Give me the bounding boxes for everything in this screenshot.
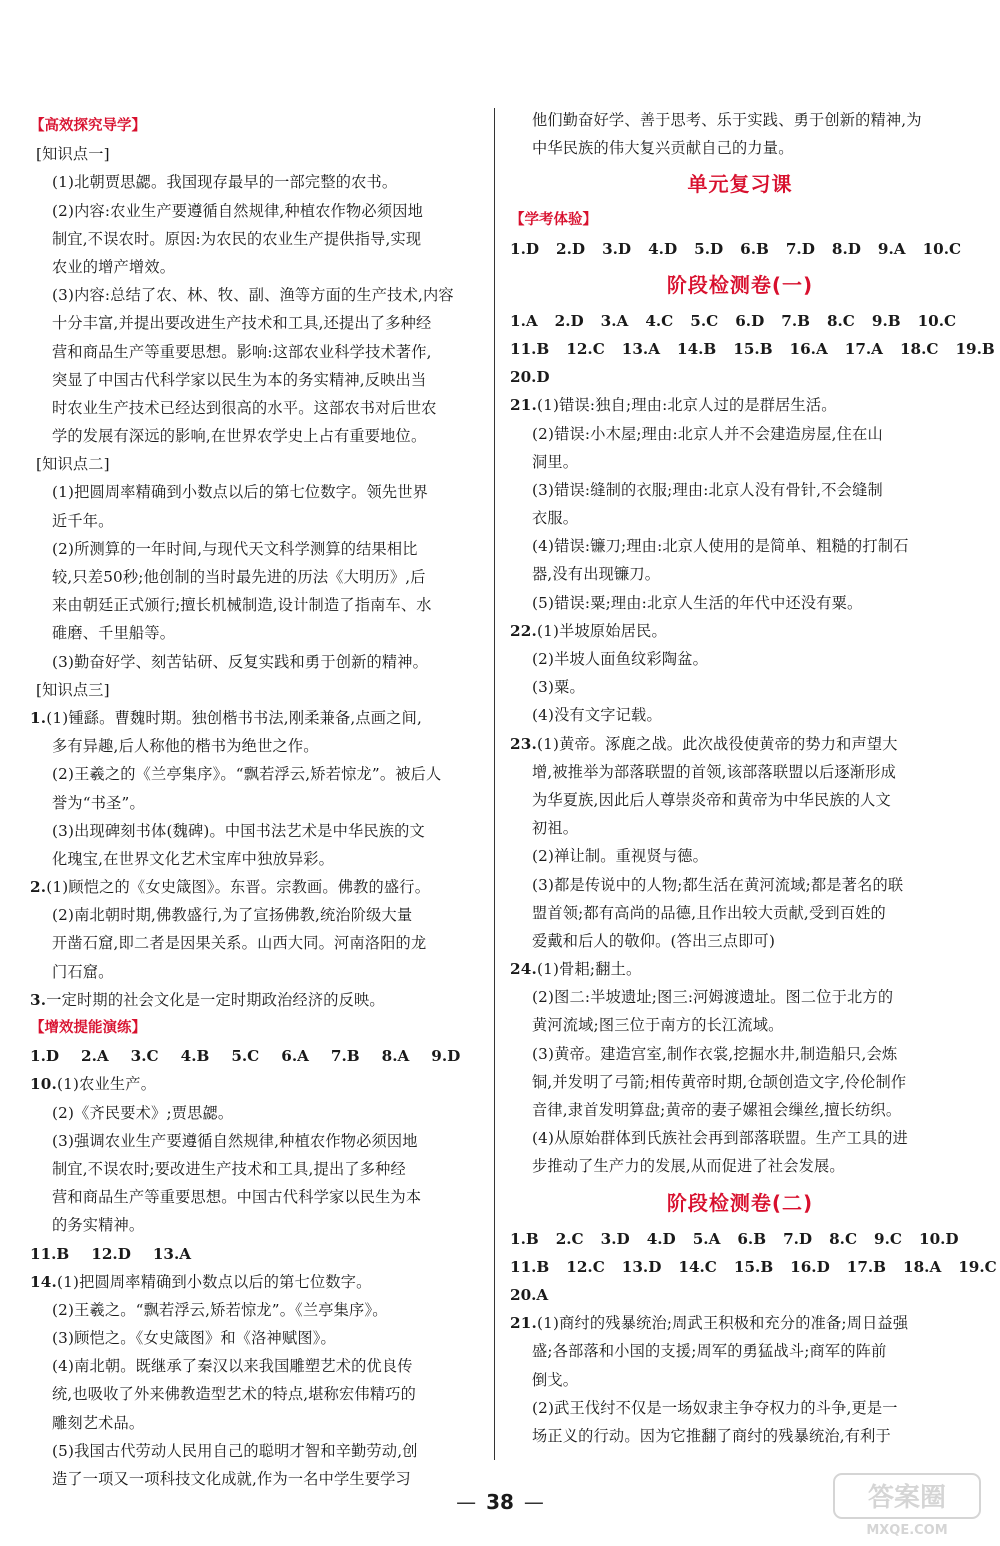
answer-item: 3.C bbox=[130, 1047, 159, 1066]
section-tag: 【增效提能演练】 bbox=[30, 1020, 146, 1036]
answer-text-line: (2)半坡人面鱼纹彩陶盆。 bbox=[532, 650, 708, 668]
answer-item: 14.B bbox=[677, 339, 717, 358]
knowledge-point-heading: [知识点二] bbox=[36, 455, 110, 474]
answer-item: 12.C bbox=[566, 1257, 605, 1276]
answer-text-line: (2)错误:小木屋;理由:北京人并不会建造房屋,住在山 bbox=[532, 424, 883, 443]
answer-text-line: 十分丰富,并提出要改进生产技术和工具,还提出了多种经 bbox=[52, 314, 432, 333]
answer-text-line: (2)《齐民要术》;贾思勰。 bbox=[52, 1103, 234, 1122]
answer-text-line: 造了一项又一项科技文化成就,作为一名中学生要学习 bbox=[52, 1470, 411, 1488]
question-number: 22. bbox=[510, 621, 538, 640]
answer-item: 7.D bbox=[785, 239, 815, 258]
answer-item: 8.C bbox=[826, 311, 855, 330]
answer-text-line: (5)我国古代劳动人民用自己的聪明才智和辛勤劳动,创 bbox=[52, 1441, 418, 1460]
question-text: (1)顾恺之的《女史箴图》。东晋。宗教画。佛教的盛行。 bbox=[46, 878, 431, 897]
answer-text-line: (5)错误:粟;理由:北京人生活的年代中还没有粟。 bbox=[532, 593, 863, 612]
knowledge-point-heading: [知识点一] bbox=[36, 145, 110, 164]
answer-text-line: 盟首领;都有高尚的品德,且作出较大贡献,受到百姓的 bbox=[532, 903, 886, 922]
answer-row bbox=[30, 1042, 482, 1070]
answer-text-line: 时农业生产技术已经达到很高的水平。这部农书对后世农 bbox=[52, 398, 437, 417]
answer-text-line: 器,没有出现镰刀。 bbox=[532, 565, 661, 584]
answer-item: 6.A bbox=[281, 1047, 309, 1066]
answer-item: 6.D bbox=[735, 311, 765, 330]
answer-item: 7.D bbox=[783, 1229, 813, 1248]
section-title: 单元复习课 bbox=[687, 172, 793, 197]
answer-item: 5.D bbox=[694, 239, 724, 258]
section-title: 阶段检测卷(二) bbox=[666, 1190, 814, 1215]
watermark-url: MXQE.COM bbox=[866, 1523, 948, 1538]
section-title: 阶段检测卷(一) bbox=[666, 272, 814, 297]
answer-text-line: 场正义的行动。因为它推翻了商纣的残暴统治,有利于 bbox=[532, 1426, 891, 1445]
answer-item: 19.C bbox=[958, 1257, 997, 1276]
answer-text-line: 雕刻艺术品。 bbox=[52, 1413, 145, 1432]
answer-item: 2.C bbox=[555, 1229, 584, 1248]
answer-item: 6.B bbox=[737, 1229, 767, 1248]
answer-text-line: 步推动了生产力的发展,从而促进了社会发展。 bbox=[532, 1157, 845, 1176]
footer-dash-right: — bbox=[523, 1490, 544, 1514]
answer-item: 13.A bbox=[152, 1244, 192, 1263]
section-tag: 【高效探究导学】 bbox=[30, 118, 146, 134]
question-text: 一定时期的社会文化是一定时期政治经济的反映。 bbox=[46, 990, 385, 1009]
knowledge-point-heading: [知识点三] bbox=[36, 680, 110, 699]
answer-item: 8.A bbox=[381, 1047, 410, 1066]
answer-item: 19.B bbox=[955, 339, 995, 358]
answer-text-line: (1)北朝贾思勰。我国现存最早的一部完整的农书。 bbox=[52, 173, 398, 192]
answer-item: 4.C bbox=[645, 311, 674, 330]
question-text: (1)商纣的残暴统治;周武王积极和充分的准备;周日益强 bbox=[537, 1314, 909, 1333]
answer-item: 7.B bbox=[330, 1047, 360, 1066]
answer-item: 11.B bbox=[510, 1257, 550, 1276]
answer-row bbox=[510, 1281, 970, 1309]
answer-item: 13.A bbox=[621, 339, 660, 358]
answer-item: 8.D bbox=[831, 239, 861, 258]
answer-text-line: 学的发展有深远的影响,在世界农学史上占有重要地位。 bbox=[52, 427, 427, 446]
answer-text-line: (2)内容:农业生产要遵循自然规律,种植农作物必须因地 bbox=[52, 201, 423, 220]
answer-text-line: (3)错误:缝制的衣服;理由:北京人没有骨针,不会缝制 bbox=[532, 480, 883, 499]
question-number: 23. bbox=[510, 734, 538, 753]
answer-row bbox=[510, 307, 970, 335]
answer-item: 20.A bbox=[510, 1285, 549, 1304]
answer-item: 15.B bbox=[733, 1257, 774, 1276]
answer-item: 20.D bbox=[510, 368, 550, 387]
answer-text-line: 为华夏族,因此后人尊崇炎帝和黄帝为中华民族的人文 bbox=[532, 790, 891, 809]
answer-text-line: (1)把圆周率精确到小数点以后的第七位数字。领先世界 bbox=[52, 483, 429, 502]
question-number: 2. bbox=[30, 878, 47, 897]
answer-item: 11.B bbox=[30, 1244, 70, 1263]
answer-item: 5.C bbox=[231, 1047, 260, 1066]
question-line bbox=[510, 955, 970, 983]
answer-item: 14.C bbox=[678, 1257, 717, 1276]
question-line bbox=[510, 1309, 970, 1337]
question-text: (1)锺繇。曹魏时期。独创楷书书法,刚柔兼备,点画之间, bbox=[46, 708, 422, 727]
answer-text-line: (2)图二:半坡遗址;图三:河姆渡遗址。图二位于北方的 bbox=[532, 988, 894, 1007]
answer-item: 2.D bbox=[556, 239, 586, 258]
answer-text-line: 音律,隶首发明算盘;黄帝的妻子嫘祖会缫丝,擅长纺织。 bbox=[532, 1101, 902, 1119]
answer-item: 9.A bbox=[877, 239, 906, 258]
answer-item: 15.B bbox=[733, 339, 773, 358]
question-line bbox=[30, 873, 482, 901]
answer-text-line: 农业的增产增效。 bbox=[52, 257, 176, 276]
question-text: (1)把圆周率精确到小数点以后的第七位数字。 bbox=[57, 1272, 372, 1291]
page-number-value: 38 bbox=[486, 1490, 514, 1514]
answer-text-line: 多有异趣,后人称他的楷书为绝世之作。 bbox=[52, 737, 319, 756]
answer-text-line: (3)粟。 bbox=[532, 678, 585, 697]
watermark-logo bbox=[832, 1470, 982, 1540]
footer-dash-left: — bbox=[456, 1490, 477, 1514]
answer-row bbox=[510, 1225, 970, 1253]
answer-item: 2.A bbox=[81, 1047, 109, 1066]
answer-item: 5.C bbox=[690, 311, 719, 330]
answer-item: 10.C bbox=[922, 239, 962, 258]
question-number: 14. bbox=[30, 1272, 58, 1291]
question-number: 21. bbox=[510, 1314, 538, 1333]
answer-text-line: (3)黄帝。建造宫室,制作衣裳,挖掘水井,制造船只,会炼 bbox=[532, 1044, 898, 1063]
answer-text-line: 初祖。 bbox=[532, 819, 579, 838]
answer-text-line: 统,也吸收了外来佛教造型艺术的特点,堪称宏伟精巧的 bbox=[52, 1385, 416, 1404]
question-line bbox=[510, 391, 970, 419]
answer-item: 10.D bbox=[919, 1229, 959, 1248]
answer-text-line: (2)王羲之的《兰亭集序》。“飘若浮云,矫若惊龙”。被后人 bbox=[52, 765, 442, 784]
answer-text-line: 制宜,不误农时;要改进生产技术和工具,提出了多种经 bbox=[52, 1159, 406, 1178]
answer-item: 17.A bbox=[844, 339, 883, 358]
answer-row bbox=[510, 363, 970, 391]
answer-item: 9.D bbox=[431, 1047, 461, 1066]
question-number: 1. bbox=[30, 708, 47, 727]
answer-item: 1.B bbox=[510, 1229, 539, 1248]
answer-item: 1.D bbox=[30, 1047, 60, 1066]
answer-item: 3.A bbox=[600, 311, 629, 330]
answer-item: 18.C bbox=[899, 339, 939, 358]
right-column bbox=[510, 106, 997, 1450]
question-number: 3. bbox=[30, 990, 47, 1009]
answer-text-line: 爱戴和后人的敬仰。(答出三点即可) bbox=[532, 931, 776, 950]
question-line bbox=[30, 986, 482, 1014]
answer-item: 9.B bbox=[871, 311, 901, 330]
question-line bbox=[30, 704, 482, 732]
question-text: (1)黄帝。涿鹿之战。此次战役使黄帝的势力和声望大 bbox=[537, 734, 898, 753]
answer-row bbox=[30, 1240, 482, 1268]
answer-text-line: (2)王羲之。“飘若浮云,矫若惊龙”。《兰亭集序》。 bbox=[52, 1300, 388, 1319]
answer-text-line: 近千年。 bbox=[52, 511, 114, 530]
question-number: 21. bbox=[510, 396, 538, 415]
question-text: (1)半坡原始居民。 bbox=[537, 621, 667, 640]
answer-item: 6.B bbox=[740, 239, 769, 258]
answer-text-line: (3)勤奋好学、刻苦钻研、反复实践和勇于创新的精神。 bbox=[52, 652, 429, 671]
answer-text-line: 中华民族的伟大复兴贡献自己的力量。 bbox=[532, 139, 794, 158]
answer-text-line: (3)出现碑刻书体(魏碑)。中国书法艺术是中华民族的文 bbox=[52, 821, 425, 840]
answer-text-line: 开凿石窟,即二者是因果关系。山西大同。河南洛阳的龙 bbox=[52, 934, 427, 953]
answer-item: 1.D bbox=[510, 239, 540, 258]
answer-item: 5.A bbox=[692, 1229, 721, 1248]
answer-item: 3.D bbox=[600, 1229, 630, 1248]
question-number: 10. bbox=[30, 1075, 58, 1094]
answer-item: 10.C bbox=[917, 311, 957, 330]
question-text: (1)错误:独自;理由:北京人过的是群居生活。 bbox=[537, 396, 837, 415]
answer-text-line: 洞里。 bbox=[532, 452, 579, 471]
answer-text-line: 盛;各部落和小国的支援;周军的勇猛战斗;商军的阵前 bbox=[532, 1342, 887, 1361]
question-line bbox=[510, 617, 970, 645]
question-text: (1)骨耜;翻土。 bbox=[537, 960, 642, 979]
answer-text-line: (4)错误:镰刀;理由:北京人使用的是简单、粗糙的打制石 bbox=[532, 537, 909, 556]
answer-item: 12.C bbox=[566, 339, 605, 358]
column-divider bbox=[494, 108, 495, 1460]
answer-text-line: (3)强调农业生产要遵循自然规律,种植农作物必须因地 bbox=[52, 1131, 418, 1150]
answer-text-line: 增,被推举为部落联盟的首领,该部落联盟以后逐渐形成 bbox=[532, 762, 896, 781]
answer-text-line: 衣服。 bbox=[532, 509, 579, 528]
question-text: (1)农业生产。 bbox=[57, 1075, 157, 1094]
answer-text-line: (3)顾恺之。《女史箴图》和《洛神赋图》。 bbox=[52, 1329, 336, 1348]
answer-item: 16.D bbox=[790, 1257, 830, 1276]
answer-text-line: (2)武王伐纣不仅是一场奴隶主争夺权力的斗争,更是一 bbox=[532, 1398, 898, 1417]
answer-text-line: (4)从原始群体到氏族社会再到部落联盟。生产工具的进 bbox=[532, 1129, 909, 1148]
answer-text-line: (3)都是传说中的人物;都生活在黄河流域;都是著名的联 bbox=[532, 875, 904, 894]
answer-item: 18.A bbox=[903, 1257, 942, 1276]
answer-text-line: 来由朝廷正式颁行;擅长机械制造,设计制造了指南车、水 bbox=[52, 596, 432, 615]
answer-item: 7.B bbox=[781, 311, 810, 330]
answer-item: 12.D bbox=[91, 1244, 131, 1263]
answer-item: 16.A bbox=[789, 339, 828, 358]
answer-text-line: (2)禅让制。重视贤与德。 bbox=[532, 847, 708, 866]
section-tag: 【学考体验】 bbox=[510, 212, 597, 229]
answer-text-line: 他们勤奋好学、善于思考、乐于实践、勇于创新的精神,为 bbox=[532, 111, 922, 129]
answer-text-line: 门石窟。 bbox=[52, 962, 114, 981]
answer-item: 4.B bbox=[180, 1047, 210, 1066]
answer-text-line: 铜,并发明了弓箭;相传黄帝时期,仓颉创造文字,伶伦制作 bbox=[532, 1072, 907, 1091]
question-line bbox=[30, 1268, 482, 1296]
answer-item: 8.C bbox=[829, 1229, 858, 1248]
answer-text-line: 较,只差50秒;他创制的当时最先进的历法《大明历》,后 bbox=[52, 568, 426, 586]
answer-text-line: 营和商品生产等重要思想。中国古代科学家以民生为本 bbox=[52, 1188, 422, 1207]
answer-row bbox=[510, 235, 970, 263]
answer-item: 3.D bbox=[602, 239, 632, 258]
answer-text-line: (2)所测算的一年时间,与现代天文科学测算的结果相比 bbox=[52, 539, 418, 558]
question-line bbox=[30, 1070, 482, 1098]
answer-item: 9.C bbox=[874, 1229, 902, 1248]
answer-text-line: (2)南北朝时期,佛教盛行,为了宣扬佛教,统治阶级大量 bbox=[52, 906, 413, 925]
answer-row bbox=[510, 1253, 997, 1281]
question-number: 24. bbox=[510, 960, 538, 979]
answer-text-line: (3)内容:总结了农、林、牧、副、渔等方面的生产技术,内容 bbox=[52, 286, 454, 305]
answer-text-line: 制宜,不误农时。原因:为农民的农业生产提供指导,实现 bbox=[52, 229, 422, 248]
answer-text-line: 誉为“书圣”。 bbox=[52, 793, 145, 812]
answer-item: 13.D bbox=[621, 1257, 662, 1276]
answer-item: 11.B bbox=[510, 339, 550, 358]
answer-text-line: (4)没有文字记载。 bbox=[532, 706, 662, 725]
answer-text-line: 营和商品生产等重要思想。影响:这部农业科学技术著作, bbox=[52, 342, 432, 361]
answer-item: 4.D bbox=[648, 239, 678, 258]
answer-text-line: 倒戈。 bbox=[532, 1370, 579, 1389]
watermark-title: 答案圈 bbox=[867, 1483, 947, 1513]
left-column bbox=[30, 112, 482, 1493]
answer-text-line: (4)南北朝。既继承了秦汉以来我国雕塑艺术的优良传 bbox=[52, 1357, 413, 1376]
answer-text-line: 化瑰宝,在世界文化艺术宝库中独放异彩。 bbox=[52, 849, 335, 868]
answer-text-line: 突显了中国古代科学家以民生为本的务实精神,反映出当 bbox=[52, 370, 427, 389]
answer-text-line: 黄河流域;图三位于南方的长江流域。 bbox=[532, 1016, 784, 1035]
answer-item: 1.A bbox=[510, 311, 538, 330]
answer-text-line: 碓磨、千里船等。 bbox=[52, 624, 176, 643]
answer-row bbox=[510, 335, 995, 363]
answer-item: 2.D bbox=[554, 311, 584, 330]
answer-text-line: 的务实精神。 bbox=[52, 1216, 145, 1235]
answer-item: 17.B bbox=[846, 1257, 887, 1276]
answer-item: 4.D bbox=[646, 1229, 676, 1248]
question-line bbox=[510, 730, 970, 758]
